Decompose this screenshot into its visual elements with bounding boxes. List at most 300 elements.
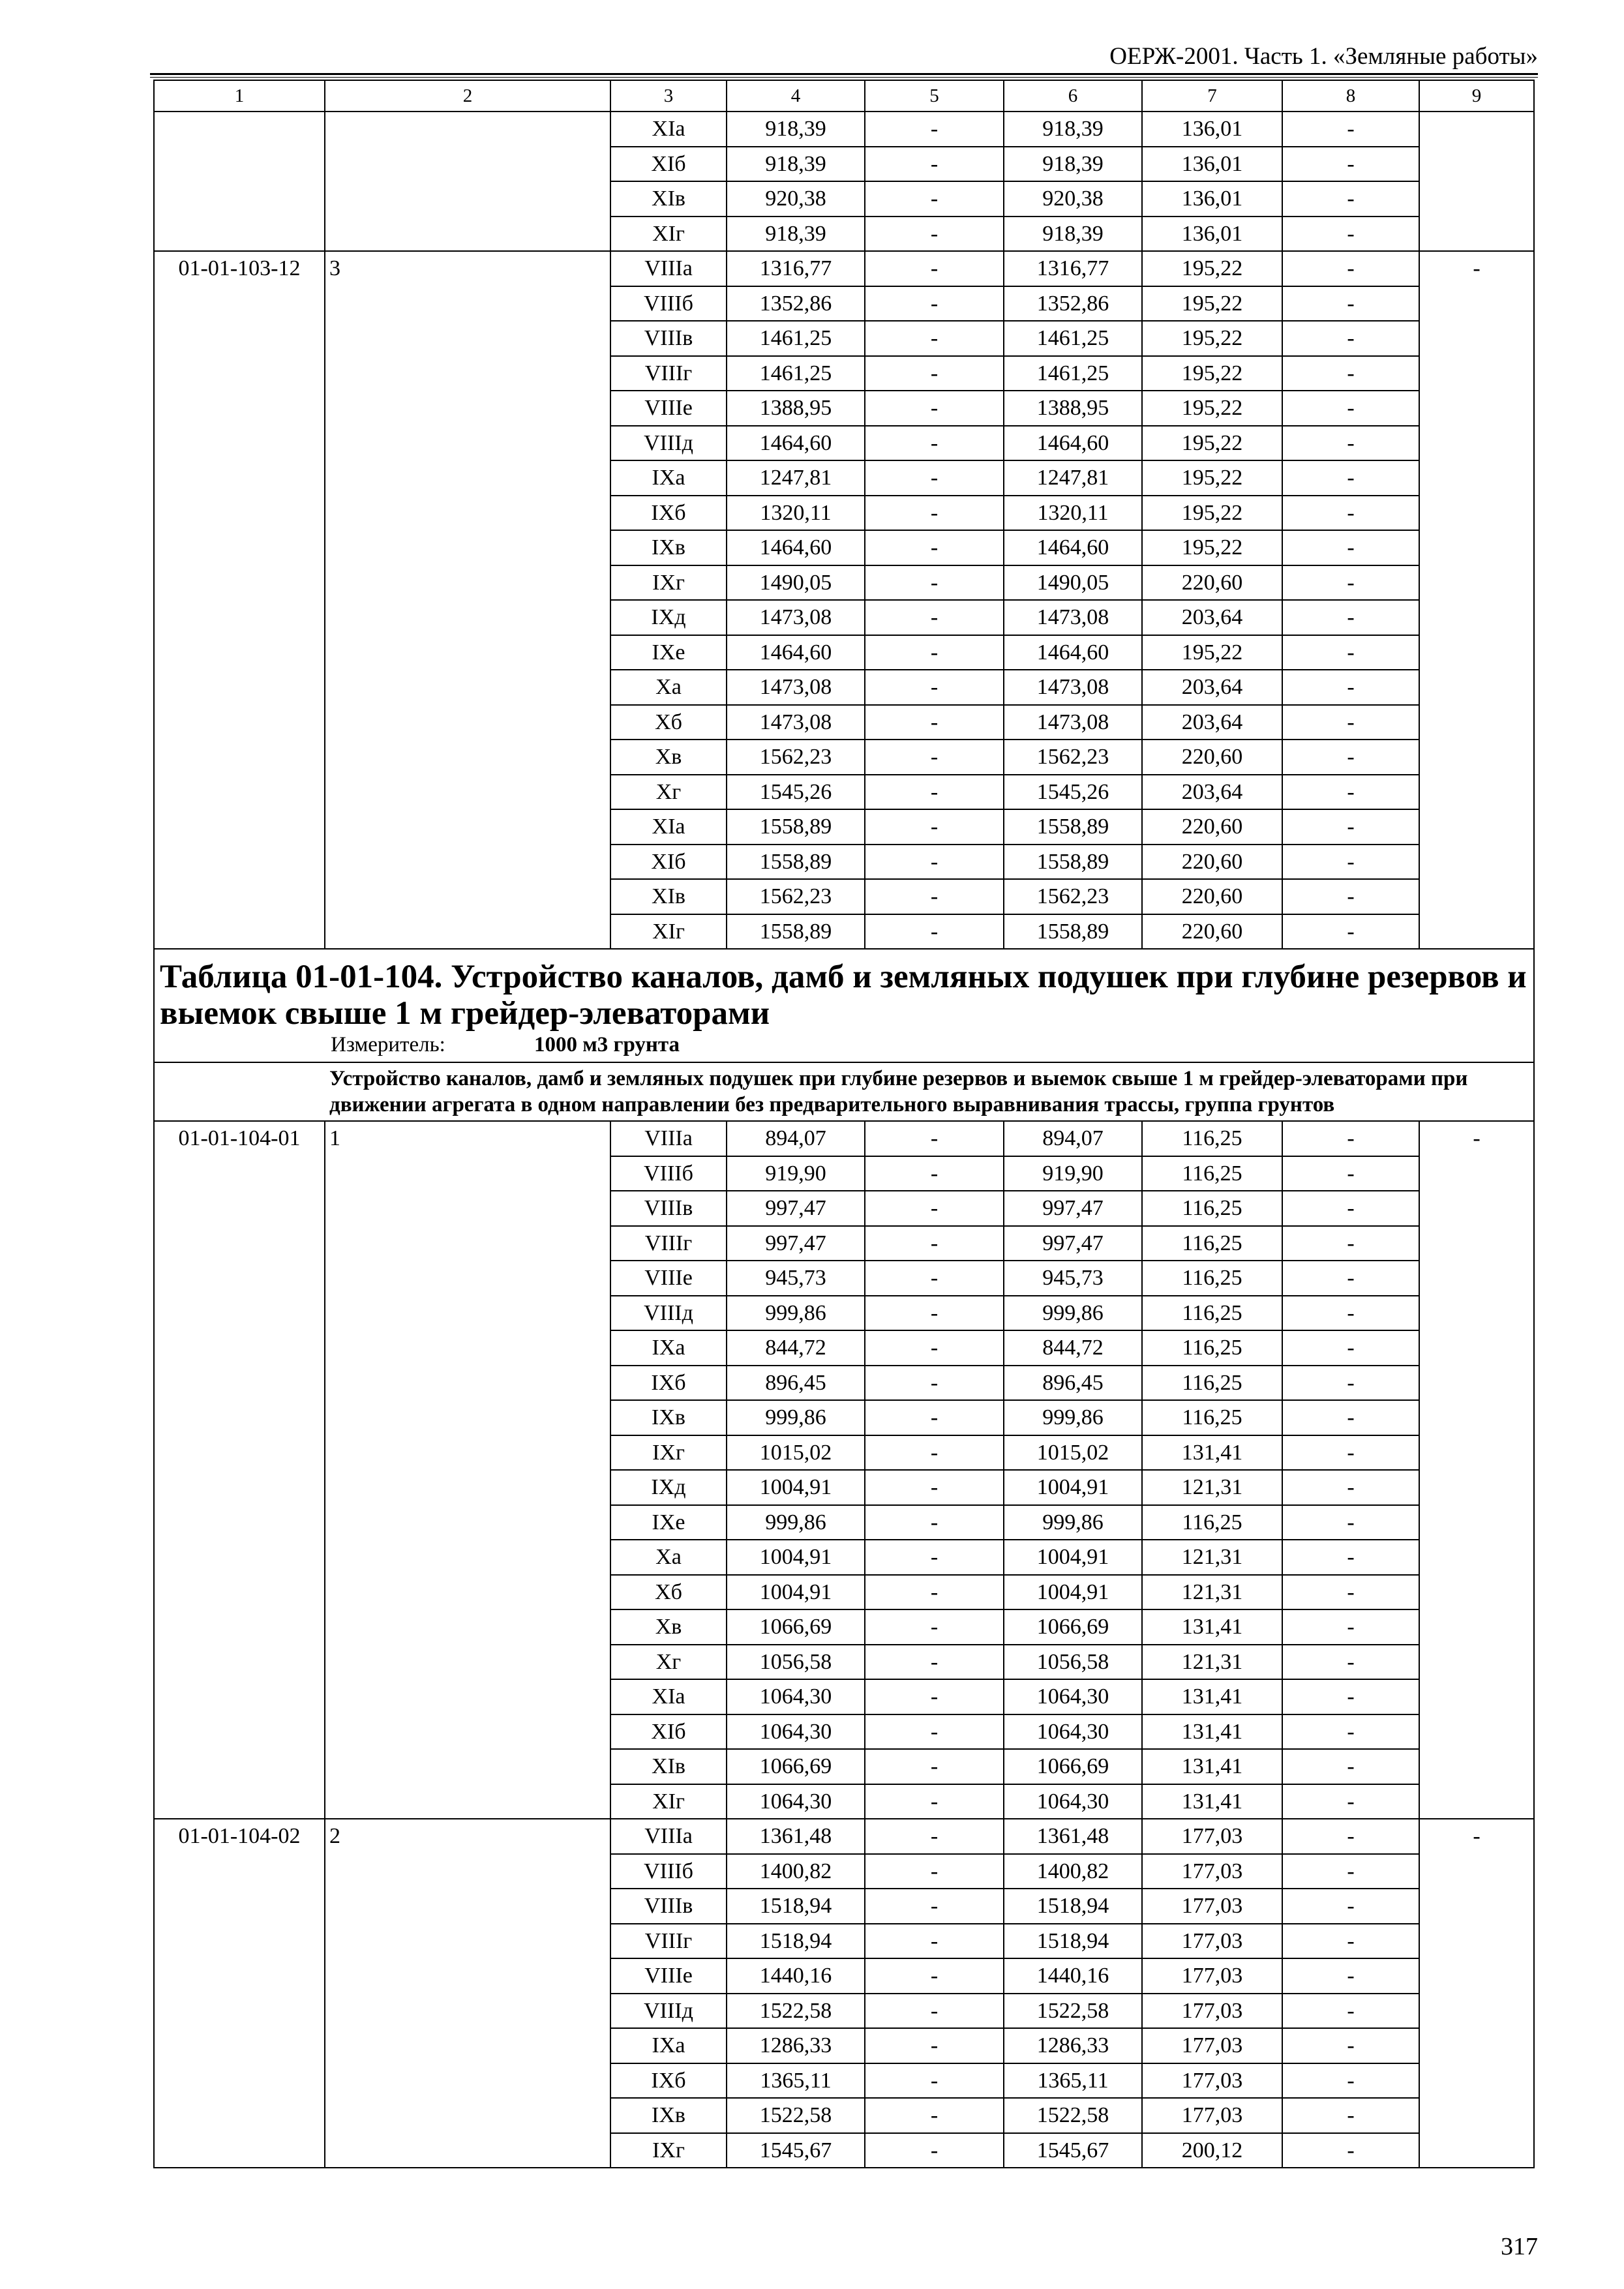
unit-value: 1000 м3 грунта (534, 1033, 680, 1056)
machine-costs: 1461,25 (1004, 356, 1142, 391)
rates-table (153, 80, 1535, 2168)
machine-costs: 1056,58 (1004, 1645, 1142, 1680)
soil-category: Xа (610, 1540, 727, 1575)
soil-category: XIв (610, 879, 727, 914)
direct-costs: 1015,02 (727, 1435, 865, 1471)
machine-costs: 1015,02 (1004, 1435, 1142, 1471)
labor-wages: - (865, 391, 1004, 426)
direct-costs: 896,45 (727, 1366, 865, 1401)
operator-wages: 220,60 (1142, 845, 1282, 880)
machine-costs: 1066,69 (1004, 1749, 1142, 1784)
operator-wages: 195,22 (1142, 286, 1282, 322)
operator-wages: 177,03 (1142, 1924, 1282, 1959)
soil-category: XIб (610, 1714, 727, 1750)
direct-costs: 1064,30 (727, 1679, 865, 1714)
operator-wages: 220,60 (1142, 914, 1282, 950)
materials: - (1282, 496, 1419, 531)
direct-costs: 1490,05 (727, 565, 865, 601)
labor-wages: - (865, 775, 1004, 810)
table-row (154, 251, 1534, 286)
soil-category: VIIIе (610, 1958, 727, 1994)
direct-costs: 1461,25 (727, 356, 865, 391)
operator-wages: 116,25 (1142, 1261, 1282, 1296)
materials: - (1282, 112, 1419, 147)
column-number-row (154, 80, 1534, 112)
materials: - (1282, 356, 1419, 391)
labor-wages: - (865, 1330, 1004, 1366)
materials: - (1282, 1854, 1419, 1889)
machine-costs: 1361,48 (1004, 1819, 1142, 1854)
labor-wages: - (865, 809, 1004, 845)
labor-wages: - (865, 496, 1004, 531)
operator-wages: 131,41 (1142, 1435, 1282, 1471)
operator-wages: 121,31 (1142, 1540, 1282, 1575)
direct-costs: 1066,69 (727, 1609, 865, 1645)
labor-wages: - (865, 1994, 1004, 2029)
machine-costs: 1522,58 (1004, 2098, 1142, 2133)
machine-costs: 1473,08 (1004, 600, 1142, 635)
operator-wages: 195,22 (1142, 426, 1282, 461)
labor-wages: - (865, 1470, 1004, 1505)
section-title-row (154, 949, 1534, 1062)
direct-costs: 997,47 (727, 1191, 865, 1226)
column-number: 8 (1282, 80, 1419, 112)
header-rule (150, 73, 1538, 78)
operator-wages: 195,22 (1142, 251, 1282, 286)
machine-costs: 1064,30 (1004, 1714, 1142, 1750)
machine-costs: 1440,16 (1004, 1958, 1142, 1994)
labor-wages: - (865, 1191, 1004, 1226)
table-row (154, 1121, 1534, 1156)
operator-wages: 121,31 (1142, 1575, 1282, 1610)
soil-category: VIIIд (610, 1994, 727, 2029)
operator-wages: 116,25 (1142, 1400, 1282, 1435)
machine-costs: 1247,81 (1004, 460, 1142, 496)
direct-costs: 1440,16 (727, 1958, 865, 1994)
operator-wages: 220,60 (1142, 809, 1282, 845)
running-header: ОЕРЖ-2001. Часть 1. «Земляные работы» (1109, 43, 1538, 70)
direct-costs: 997,47 (727, 1226, 865, 1261)
machine-costs: 894,07 (1004, 1121, 1142, 1156)
materials: - (1282, 879, 1419, 914)
direct-costs: 1562,23 (727, 740, 865, 775)
direct-costs: 1518,94 (727, 1889, 865, 1924)
labor-wages: - (865, 460, 1004, 496)
soil-category: IXб (610, 1366, 727, 1401)
price-code (154, 112, 325, 251)
machine-costs: 919,90 (1004, 1156, 1142, 1191)
operator-wages: 136,01 (1142, 217, 1282, 252)
direct-costs: 919,90 (727, 1156, 865, 1191)
labor-wages: - (865, 1366, 1004, 1401)
column-number: 2 (325, 80, 610, 112)
direct-costs: 1464,60 (727, 530, 865, 565)
column-number: 5 (865, 80, 1004, 112)
labor-wages: - (865, 600, 1004, 635)
direct-costs: 918,39 (727, 147, 865, 182)
materials: - (1282, 286, 1419, 322)
direct-costs: 1461,25 (727, 321, 865, 356)
soil-category: VIIIб (610, 286, 727, 322)
operator-wages: 116,25 (1142, 1156, 1282, 1191)
materials: - (1282, 1958, 1419, 1994)
page-number: 317 (1501, 2233, 1538, 2260)
labor-wages: - (865, 2028, 1004, 2063)
operator-wages: 177,03 (1142, 1819, 1282, 1854)
labor-wages: - (865, 1714, 1004, 1750)
labor-wages: - (865, 2133, 1004, 2168)
operator-wages: 195,22 (1142, 460, 1282, 496)
machine-costs: 918,39 (1004, 112, 1142, 147)
labor-wages: - (865, 1296, 1004, 1331)
machine-costs: 1464,60 (1004, 426, 1142, 461)
labor-wages: - (865, 1540, 1004, 1575)
machine-costs: 999,86 (1004, 1400, 1142, 1435)
operator-wages: 177,03 (1142, 1889, 1282, 1924)
soil-category: XIг (610, 914, 727, 950)
materials: - (1282, 181, 1419, 217)
materials: - (1282, 2028, 1419, 2063)
direct-costs: 1004,91 (727, 1470, 865, 1505)
materials: - (1282, 1609, 1419, 1645)
soil-category: IXг (610, 565, 727, 601)
labor-wages: - (865, 286, 1004, 322)
machine-costs: 1004,91 (1004, 1540, 1142, 1575)
materials: - (1282, 530, 1419, 565)
labor-wages: - (865, 356, 1004, 391)
materials: - (1282, 775, 1419, 810)
materials: - (1282, 1226, 1419, 1261)
description-row (154, 1062, 1534, 1121)
labor-wages: - (865, 1156, 1004, 1191)
soil-category: VIIIа (610, 1121, 727, 1156)
machine-costs: 1064,30 (1004, 1679, 1142, 1714)
materials: - (1282, 426, 1419, 461)
materials: - (1282, 1470, 1419, 1505)
machine-costs: 1473,08 (1004, 705, 1142, 740)
direct-costs: 1473,08 (727, 600, 865, 635)
soil-category: VIIIв (610, 1889, 727, 1924)
materials: - (1282, 635, 1419, 670)
machine-costs: 1400,82 (1004, 1854, 1142, 1889)
labor-wages: - (865, 147, 1004, 182)
direct-costs: 1464,60 (727, 635, 865, 670)
labor-wages: - (865, 1505, 1004, 1540)
labor-wages: - (865, 426, 1004, 461)
soil-category: IXв (610, 530, 727, 565)
direct-costs: 1545,26 (727, 775, 865, 810)
materials: - (1282, 2098, 1419, 2133)
direct-costs: 918,39 (727, 112, 865, 147)
labor-wages: - (865, 1575, 1004, 1610)
materials: - (1282, 1330, 1419, 1366)
soil-category: IXе (610, 635, 727, 670)
direct-costs: 1004,91 (727, 1575, 865, 1610)
labor-wages: - (865, 1819, 1004, 1854)
materials: - (1282, 914, 1419, 950)
materials: - (1282, 1679, 1419, 1714)
materials: - (1282, 1819, 1419, 1854)
labor-wages: - (865, 1645, 1004, 1680)
labor-wages: - (865, 251, 1004, 286)
operator-wages: 121,31 (1142, 1470, 1282, 1505)
operator-wages: 136,01 (1142, 147, 1282, 182)
labor-wages: - (865, 2098, 1004, 2133)
direct-costs: 1518,94 (727, 1924, 865, 1959)
soil-category: XIб (610, 845, 727, 880)
direct-costs: 1352,86 (727, 286, 865, 322)
materials: - (1282, 565, 1419, 601)
table-row (154, 1819, 1534, 1854)
operator-wages: 116,25 (1142, 1366, 1282, 1401)
labor-wages: - (865, 1609, 1004, 1645)
direct-costs: 1473,08 (727, 705, 865, 740)
direct-costs: 999,86 (727, 1400, 865, 1435)
operator-wages: 177,03 (1142, 2063, 1282, 2099)
price-code: 01-01-103-12 (154, 251, 325, 949)
price-code: 01-01-104-01 (154, 1121, 325, 1819)
operator-wages: 136,01 (1142, 181, 1282, 217)
labor-wages: - (865, 181, 1004, 217)
operator-wages: 116,25 (1142, 1505, 1282, 1540)
machine-costs: 997,47 (1004, 1226, 1142, 1261)
operator-wages: 200,12 (1142, 2133, 1282, 2168)
operator-wages: 116,25 (1142, 1226, 1282, 1261)
machine-costs: 1545,67 (1004, 2133, 1142, 2168)
labor-wages: - (865, 321, 1004, 356)
soil-category: VIIIг (610, 1226, 727, 1261)
materials: - (1282, 1749, 1419, 1784)
machine-costs: 1388,95 (1004, 391, 1142, 426)
direct-costs: 920,38 (727, 181, 865, 217)
soil-category: IXа (610, 1330, 727, 1366)
machine-costs: 997,47 (1004, 1191, 1142, 1226)
soil-group (325, 112, 610, 251)
soil-category: Xб (610, 705, 727, 740)
direct-costs: 1064,30 (727, 1714, 865, 1750)
direct-costs: 1558,89 (727, 809, 865, 845)
soil-category: IXа (610, 2028, 727, 2063)
machine-costs: 918,39 (1004, 217, 1142, 252)
materials: - (1282, 1505, 1419, 1540)
section-title-cell (154, 949, 1534, 1062)
soil-category: Xв (610, 740, 727, 775)
operator-wages: 195,22 (1142, 391, 1282, 426)
machine-costs: 1558,89 (1004, 914, 1142, 950)
soil-category: XIг (610, 217, 727, 252)
direct-costs: 1522,58 (727, 1994, 865, 2029)
materials: - (1282, 1156, 1419, 1191)
soil-category: Xг (610, 775, 727, 810)
soil-category: XIа (610, 1679, 727, 1714)
soil-category: VIIIв (610, 321, 727, 356)
materials: - (1282, 1121, 1419, 1156)
soil-category: XIг (610, 1784, 727, 1819)
materials: - (1282, 251, 1419, 286)
operator-wages: 203,64 (1142, 705, 1282, 740)
soil-group: 2 (325, 1819, 610, 2168)
materials: - (1282, 1191, 1419, 1226)
operator-wages: 131,41 (1142, 1749, 1282, 1784)
labor-wages: - (865, 1226, 1004, 1261)
column-number: 9 (1419, 80, 1534, 112)
direct-costs: 1558,89 (727, 845, 865, 880)
direct-costs: 1558,89 (727, 914, 865, 950)
direct-costs: 1365,11 (727, 2063, 865, 2099)
machine-costs: 1562,23 (1004, 879, 1142, 914)
column-number: 4 (727, 80, 865, 112)
machine-costs: 1066,69 (1004, 1609, 1142, 1645)
direct-costs: 1361,48 (727, 1819, 865, 1854)
operator-wages: 131,41 (1142, 1714, 1282, 1750)
direct-costs: 844,72 (727, 1330, 865, 1366)
labor-wages: - (865, 670, 1004, 705)
column-number: 3 (610, 80, 727, 112)
soil-category: VIIIа (610, 251, 727, 286)
soil-category: IXд (610, 600, 727, 635)
operator-wages: 116,25 (1142, 1191, 1282, 1226)
machine-costs: 918,39 (1004, 147, 1142, 182)
soil-category: Xа (610, 670, 727, 705)
direct-costs: 945,73 (727, 1261, 865, 1296)
soil-category: VIIIг (610, 356, 727, 391)
soil-category: Xг (610, 1645, 727, 1680)
direct-costs: 918,39 (727, 217, 865, 252)
unit-line (160, 1032, 1528, 1058)
operator-wages: 195,22 (1142, 496, 1282, 531)
machine-costs: 844,72 (1004, 1330, 1142, 1366)
labor-wages: - (865, 1784, 1004, 1819)
labor-wages: - (865, 635, 1004, 670)
machine-costs: 1464,60 (1004, 635, 1142, 670)
soil-category: IXв (610, 1400, 727, 1435)
direct-costs: 1056,58 (727, 1645, 865, 1680)
soil-group: 3 (325, 251, 610, 949)
machine-costs: 1461,25 (1004, 321, 1142, 356)
materials: - (1282, 1400, 1419, 1435)
soil-category: VIIIг (610, 1924, 727, 1959)
machine-costs: 1286,33 (1004, 2028, 1142, 2063)
materials: - (1282, 1296, 1419, 1331)
labor-wages: - (865, 112, 1004, 147)
direct-costs: 1247,81 (727, 460, 865, 496)
soil-category: XIв (610, 181, 727, 217)
labor-wages: - (865, 217, 1004, 252)
operator-wages: 177,03 (1142, 1958, 1282, 1994)
soil-category: XIв (610, 1749, 727, 1784)
operator-wages: 203,64 (1142, 600, 1282, 635)
machine-costs: 1004,91 (1004, 1470, 1142, 1505)
direct-costs: 1562,23 (727, 879, 865, 914)
materials: - (1282, 1540, 1419, 1575)
labor-wages: - (865, 1261, 1004, 1296)
direct-costs: 1473,08 (727, 670, 865, 705)
machine-costs: 1558,89 (1004, 809, 1142, 845)
machine-costs: 1004,91 (1004, 1575, 1142, 1610)
soil-category: VIIIб (610, 1854, 727, 1889)
machine-costs: 896,45 (1004, 1366, 1142, 1401)
labor-wages: - (865, 1924, 1004, 1959)
soil-category: VIIIб (610, 1156, 727, 1191)
direct-costs: 1400,82 (727, 1854, 865, 1889)
labor-wages: - (865, 1679, 1004, 1714)
materials: - (1282, 217, 1419, 252)
operator-wages: 195,22 (1142, 356, 1282, 391)
labor-wages: - (865, 705, 1004, 740)
direct-costs: 999,86 (727, 1296, 865, 1331)
soil-category: VIIIд (610, 426, 727, 461)
machine-costs: 999,86 (1004, 1296, 1142, 1331)
machine-costs: 1365,11 (1004, 2063, 1142, 2099)
labor-wages: - (865, 740, 1004, 775)
operator-wages: 136,01 (1142, 112, 1282, 147)
direct-costs: 1545,67 (727, 2133, 865, 2168)
direct-costs: 1320,11 (727, 496, 865, 531)
operator-wages: 131,41 (1142, 1679, 1282, 1714)
soil-category: IXг (610, 1435, 727, 1471)
column-number: 7 (1142, 80, 1282, 112)
materials: - (1282, 1575, 1419, 1610)
labor-wages: - (865, 565, 1004, 601)
operator-wages: 131,41 (1142, 1609, 1282, 1645)
direct-costs: 999,86 (727, 1505, 865, 1540)
soil-category: VIIIе (610, 1261, 727, 1296)
materials: - (1282, 1889, 1419, 1924)
materials: - (1282, 1645, 1419, 1680)
operator-wages: 177,03 (1142, 2098, 1282, 2133)
labor-wages: - (865, 1435, 1004, 1471)
machine-costs: 1545,26 (1004, 775, 1142, 810)
operator-wages: 116,25 (1142, 1330, 1282, 1366)
direct-costs: 1004,91 (727, 1540, 865, 1575)
column-number: 1 (154, 80, 325, 112)
materials: - (1282, 740, 1419, 775)
machine-costs: 1352,86 (1004, 286, 1142, 322)
labor-wages: - (865, 879, 1004, 914)
operator-wages: 177,03 (1142, 1854, 1282, 1889)
machine-costs: 1320,11 (1004, 496, 1142, 531)
materials: - (1282, 460, 1419, 496)
materials: - (1282, 1994, 1419, 2029)
direct-costs: 1464,60 (727, 426, 865, 461)
direct-costs: 1064,30 (727, 1784, 865, 1819)
column-number: 6 (1004, 80, 1142, 112)
soil-group: 1 (325, 1121, 610, 1819)
machine-costs: 920,38 (1004, 181, 1142, 217)
labor-wages: - (865, 1749, 1004, 1784)
materials: - (1282, 600, 1419, 635)
soil-category: IXа (610, 460, 727, 496)
operator-wages: 195,22 (1142, 530, 1282, 565)
direct-costs: 894,07 (727, 1121, 865, 1156)
machine-costs: 1518,94 (1004, 1889, 1142, 1924)
soil-category: IXе (610, 1505, 727, 1540)
soil-category: IXб (610, 2063, 727, 2099)
operator-wages: 203,64 (1142, 670, 1282, 705)
price-code: 01-01-104-02 (154, 1819, 325, 2168)
materials: - (1282, 809, 1419, 845)
soil-category: VIIIа (610, 1819, 727, 1854)
machine-costs: 1473,08 (1004, 670, 1142, 705)
machine-costs: 945,73 (1004, 1261, 1142, 1296)
soil-category: XIб (610, 147, 727, 182)
labor-wages: - (865, 1400, 1004, 1435)
direct-costs: 1286,33 (727, 2028, 865, 2063)
soil-category: XIа (610, 112, 727, 147)
machine-costs: 1464,60 (1004, 530, 1142, 565)
direct-costs: 1066,69 (727, 1749, 865, 1784)
column-9-value: - (1419, 251, 1534, 949)
